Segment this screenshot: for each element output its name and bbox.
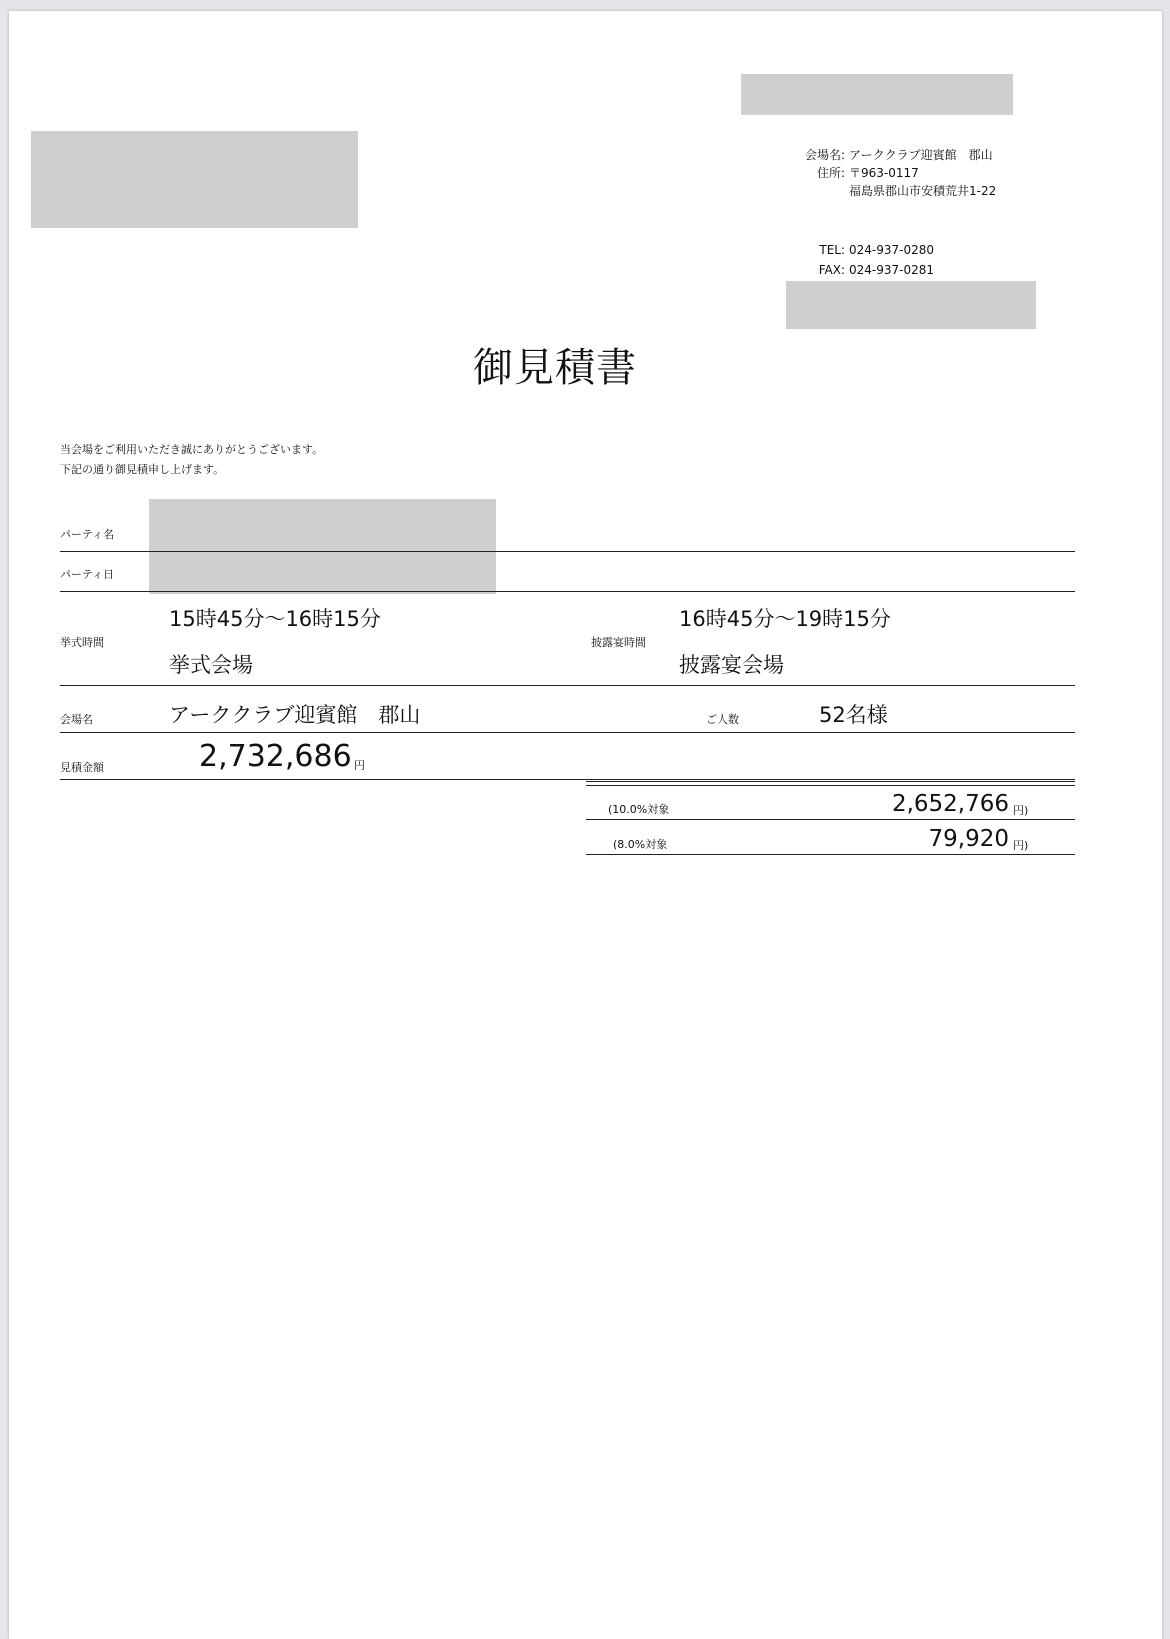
tax-10-label: (10.0%対象 xyxy=(608,803,670,816)
guests-label: ご人数 xyxy=(706,713,739,726)
tax-top-border-inner xyxy=(586,785,1075,786)
ceremony-venue: 挙式会場 xyxy=(169,653,253,677)
redacted-recipient xyxy=(31,131,358,228)
postal-code: 〒963-0117 xyxy=(849,166,919,180)
tax-8-unit: 円) xyxy=(1013,839,1029,852)
ceremony-time: 15時45分〜16時15分 xyxy=(169,607,381,631)
row-divider xyxy=(60,551,1075,552)
greeting-line-1: 当会場をご利用いただき誠にありがとうございます。 xyxy=(60,443,324,456)
tax-top-border xyxy=(586,781,1075,782)
document-title: 御見積書 xyxy=(473,345,637,391)
estimate-document xyxy=(9,11,1162,1639)
fax-label: FAX: xyxy=(818,263,845,277)
party-date-label: パーティ日 xyxy=(60,568,115,581)
address-label: 住所: xyxy=(816,166,845,180)
redacted-stamp-area xyxy=(786,281,1036,329)
row-divider xyxy=(60,779,1075,780)
venue-name: アーククラブ迎賓館 郡山 xyxy=(169,703,421,727)
guest-count: 52名様 xyxy=(819,703,888,727)
tax-8-amount: 79,920 xyxy=(928,826,1009,852)
fax-value: 024-937-0281 xyxy=(849,263,935,277)
row-divider xyxy=(60,732,1075,733)
tax-8-label: (8.0%対象 xyxy=(613,838,668,851)
redacted-party-info xyxy=(149,499,496,594)
tel-value: 024-937-0280 xyxy=(849,243,935,257)
tax-10-amount: 2,652,766 xyxy=(891,791,1009,817)
address-value: 福島県郡山市安積荒井1-22 xyxy=(849,184,997,198)
reception-time: 16時45分〜19時15分 xyxy=(679,607,891,631)
row-divider xyxy=(60,591,1075,592)
reception-venue: 披露宴会場 xyxy=(679,653,784,677)
venue-name-label: 会場名 xyxy=(60,713,93,726)
ceremony-time-label: 挙式時間 xyxy=(60,636,104,649)
tax-divider xyxy=(586,819,1075,820)
estimate-yen: 円 xyxy=(354,759,365,772)
reception-time-label: 披露宴時間 xyxy=(591,636,646,649)
venue-label: 会場名: xyxy=(804,148,845,162)
greeting-line-2: 下記の通り御見積申し上げます。 xyxy=(60,463,225,476)
party-name-label: パーティ名 xyxy=(60,528,115,541)
tel-label: TEL: xyxy=(819,243,845,257)
estimate-amount: 2,732,686 xyxy=(199,739,352,774)
estimate-label: 見積金額 xyxy=(60,761,104,774)
redacted-header-right xyxy=(741,74,1013,115)
venue-value: アーククラブ迎賓館 郡山 xyxy=(849,148,993,162)
tax-10-unit: 円) xyxy=(1013,804,1029,817)
tax-bottom-border xyxy=(586,854,1075,855)
row-divider xyxy=(60,685,1075,686)
